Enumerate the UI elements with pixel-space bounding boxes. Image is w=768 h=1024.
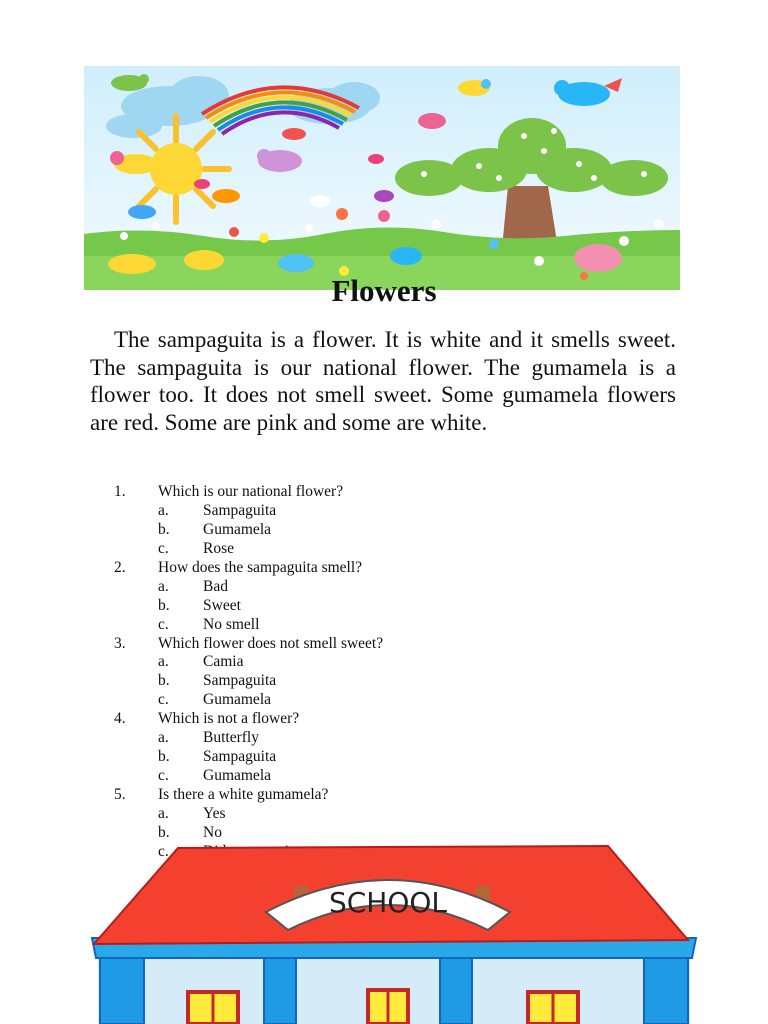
option-letter: b.: [158, 823, 170, 841]
option-text: No smell: [203, 615, 260, 633]
option-letter: b.: [158, 672, 170, 690]
question-item: [0, 635, 768, 654]
answer-option: [0, 748, 768, 767]
option-text: Sweet: [203, 596, 241, 614]
question-text: How does the sampaguita smell?: [158, 558, 363, 576]
option-letter: c.: [158, 539, 169, 557]
option-letter: a.: [158, 501, 169, 519]
option-text: Butterfly: [203, 729, 259, 747]
question-text: Is there a white gumamela?: [158, 786, 329, 803]
option-letter: b.: [158, 596, 170, 614]
answer-option: [0, 767, 768, 786]
answer-option: [0, 616, 768, 635]
option-letter: c.: [158, 842, 169, 860]
question-text: Which is not a flower?: [158, 710, 300, 728]
question-item: [0, 710, 768, 729]
school-sign-text: SCHOOL: [328, 886, 448, 919]
answer-option: [0, 578, 768, 597]
option-text: Rose: [203, 539, 234, 557]
option-letter: a.: [158, 653, 169, 671]
option-letter: a.: [158, 577, 169, 595]
option-letter: c.: [158, 691, 169, 709]
answer-option: [0, 597, 768, 616]
answer-option: [0, 653, 768, 672]
option-letter: c.: [158, 767, 169, 785]
option-text: Sampaguita: [203, 748, 277, 766]
banner-illustration: [84, 66, 680, 290]
option-letter: a.: [158, 729, 169, 747]
option-text: Bad: [203, 577, 228, 595]
answer-option: [0, 672, 768, 691]
answer-option: [0, 729, 768, 748]
question-number: 4.: [114, 710, 126, 728]
option-text: Gumamela: [203, 691, 272, 709]
question-number: 5.: [114, 786, 126, 803]
option-letter: a.: [158, 804, 169, 822]
question-item: [0, 483, 768, 502]
option-text: Camia: [203, 653, 244, 671]
question-number: 3.: [114, 634, 126, 652]
answer-option: [0, 540, 768, 559]
answer-option: [0, 502, 768, 521]
option-text: Sampaguita: [203, 501, 277, 519]
question-text: Which is our national flower?: [158, 483, 344, 500]
option-text: No: [203, 823, 222, 841]
question-list: [0, 483, 768, 862]
answer-option: [0, 691, 768, 710]
option-letter: b.: [158, 748, 170, 766]
question-item: [0, 786, 768, 805]
page-title: Flowers: [331, 273, 437, 308]
question-item: [0, 559, 768, 578]
option-letter: c.: [158, 615, 169, 633]
reading-passage: The sampaguita is a flower. It is white and it smells sweet. The sampaguita is our national flower. The gumamela is a flower too. It does not smell sweet. Some gumamela flowers are red. Some are pink and some are white.: [90, 327, 676, 435]
answer-option: [0, 805, 768, 824]
option-text: Gumamela: [203, 767, 272, 785]
option-letter: b.: [158, 520, 170, 538]
option-text: Gumamela: [203, 520, 272, 538]
question-number: 1.: [114, 483, 126, 500]
option-text: Sampaguita: [203, 672, 277, 690]
option-text: Yes: [203, 804, 226, 822]
question-text: Which flower does not smell sweet?: [158, 634, 384, 652]
answer-option: [0, 521, 768, 540]
school-illustration: [88, 840, 700, 1024]
question-number: 2.: [114, 558, 126, 576]
